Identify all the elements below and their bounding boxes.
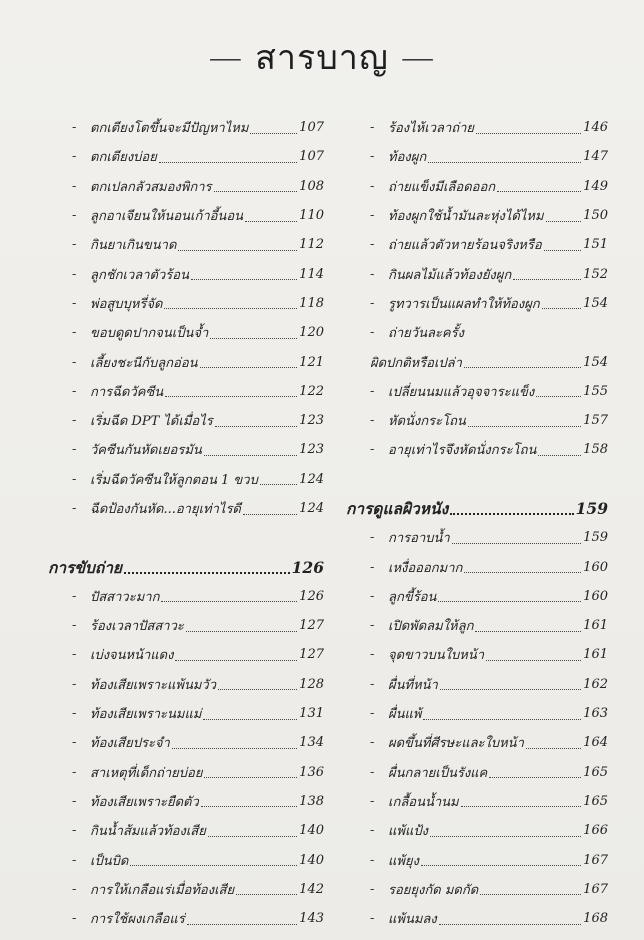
bullet-dash-icon: - bbox=[72, 383, 77, 399]
toc-entry[interactable] bbox=[346, 875, 608, 904]
toc-entry-label: การใช้ผงเกลือแร่ bbox=[90, 912, 185, 928]
toc-page-number: 127 bbox=[299, 618, 324, 634]
dot-leader bbox=[161, 600, 297, 602]
toc-page-number: 147 bbox=[583, 149, 608, 165]
toc-page-number: 112 bbox=[299, 237, 324, 253]
dot-leader bbox=[204, 454, 297, 456]
bullet-dash-icon: - bbox=[72, 501, 77, 516]
dot-leader bbox=[200, 366, 298, 368]
toc-entry-label: รอยยุงกัด มดกัด bbox=[388, 882, 479, 898]
dot-leader bbox=[201, 805, 297, 807]
dot-leader bbox=[203, 718, 297, 720]
toc-entry-label: ลูกชักเวลาตัวร้อน bbox=[90, 267, 189, 283]
toc-entry[interactable] bbox=[48, 259, 324, 288]
toc-entry[interactable] bbox=[48, 435, 324, 464]
toc-entry[interactable] bbox=[48, 728, 324, 757]
toc-page-number: 122 bbox=[299, 383, 324, 399]
bullet-dash-icon: - bbox=[72, 764, 77, 780]
toc-entry[interactable] bbox=[48, 201, 324, 230]
dot-leader bbox=[489, 776, 581, 778]
toc-entry[interactable] bbox=[346, 845, 608, 874]
toc-entry[interactable] bbox=[48, 875, 324, 904]
toc-entry-label: ฉีดป้องกันหัด...อายุเท่าไรดี bbox=[90, 502, 241, 517]
toc-entry-label: ตกเตียงบ่อย bbox=[90, 150, 157, 166]
toc-entry-label: เป็นบิด bbox=[90, 853, 129, 869]
bullet-dash-icon: - bbox=[72, 676, 77, 692]
toc-page-number: 128 bbox=[299, 676, 324, 692]
bullet-dash-icon: - bbox=[370, 647, 375, 663]
toc-page-number: 107 bbox=[299, 149, 324, 165]
dot-leader bbox=[526, 747, 581, 749]
bullet-dash-icon: - bbox=[72, 442, 77, 458]
toc-entry-label: ท้องผูก bbox=[388, 150, 427, 166]
toc-page-number: 162 bbox=[583, 676, 608, 692]
toc-entry[interactable] bbox=[346, 670, 608, 699]
toc-entry-label: ผดขึ้นที่ศีรษะและใบหน้า bbox=[388, 736, 524, 752]
toc-page-number: 107 bbox=[299, 120, 324, 136]
bullet-dash-icon: - bbox=[370, 178, 375, 194]
bullet-dash-icon: - bbox=[72, 178, 77, 194]
toc-entry[interactable] bbox=[346, 552, 608, 581]
toc-entry[interactable] bbox=[346, 172, 608, 201]
toc-page-number: 158 bbox=[583, 442, 608, 458]
bullet-dash-icon: - bbox=[72, 295, 77, 311]
dot-leader bbox=[450, 512, 574, 515]
dot-leader bbox=[215, 425, 297, 427]
toc-entry[interactable] bbox=[48, 670, 324, 699]
dot-leader bbox=[165, 395, 297, 397]
toc-entry-label: แพ้นมลง bbox=[388, 912, 437, 928]
toc-entry-label: กินผลไม้แล้วท้องยังผูก bbox=[388, 267, 512, 283]
dot-leader bbox=[124, 571, 290, 574]
dot-leader bbox=[208, 835, 297, 837]
dot-leader bbox=[172, 747, 297, 749]
bullet-dash-icon: - bbox=[370, 764, 375, 780]
toc-entry-label: เกลื้อนน้ำนม bbox=[388, 794, 459, 810]
toc-entry-label: ลูกขี้ร้อน bbox=[388, 589, 437, 605]
dot-leader bbox=[452, 542, 581, 544]
dot-leader bbox=[513, 278, 581, 280]
toc-page-number: 164 bbox=[583, 735, 608, 751]
toc-entry-label: ผื่นที่หน้า bbox=[388, 677, 438, 693]
toc-entry[interactable] bbox=[346, 435, 608, 464]
toc-entry[interactable] bbox=[48, 377, 324, 406]
toc-entry-label: อายุเท่าไรจึงหัดนั่งกระโถน bbox=[388, 443, 537, 459]
toc-page-number: 161 bbox=[583, 647, 608, 663]
bullet-dash-icon: - bbox=[370, 881, 375, 897]
toc-page-number: 166 bbox=[583, 823, 608, 839]
toc-entry-label: การให้เกลือแร่เมื่อท้องเสีย bbox=[90, 882, 235, 898]
toc-entry[interactable] bbox=[346, 904, 608, 933]
toc-entry[interactable] bbox=[346, 758, 608, 787]
toc-entry[interactable] bbox=[346, 787, 608, 816]
dot-leader bbox=[464, 571, 581, 573]
bullet-dash-icon: - bbox=[72, 588, 77, 604]
toc-entry[interactable] bbox=[48, 816, 324, 845]
bullet-dash-icon: - bbox=[72, 793, 77, 809]
bullet-dash-icon: - bbox=[72, 208, 77, 224]
dot-leader bbox=[480, 893, 581, 895]
toc-page-number: 163 bbox=[583, 706, 608, 722]
bullet-dash-icon: - bbox=[72, 325, 77, 341]
toc-entry[interactable] bbox=[346, 201, 608, 230]
dot-leader bbox=[439, 923, 581, 925]
toc-entry[interactable] bbox=[48, 640, 324, 669]
toc-page-number: 120 bbox=[299, 325, 324, 341]
toc-entry[interactable] bbox=[48, 904, 324, 933]
toc-entry-label: แพ้ยุง bbox=[388, 853, 419, 869]
dot-leader bbox=[430, 835, 581, 837]
toc-entry-label: ตกเตียงโตขึ้นจะมีปัญหาไหม bbox=[90, 121, 249, 137]
bullet-dash-icon: - bbox=[370, 911, 375, 927]
toc-entry[interactable] bbox=[48, 113, 324, 142]
dot-leader bbox=[236, 893, 297, 895]
toc-entry[interactable] bbox=[346, 523, 608, 552]
dot-leader bbox=[191, 278, 297, 280]
toc-entry-label: ถ่ายแข็งมีเลือดออก bbox=[388, 179, 496, 195]
dot-leader bbox=[423, 718, 581, 720]
dot-leader bbox=[260, 483, 297, 485]
toc-entry-label: ถ่ายวันละครั้ง bbox=[388, 326, 464, 342]
toc-entry[interactable] bbox=[48, 582, 324, 611]
toc-entry[interactable] bbox=[346, 699, 608, 728]
dot-leader bbox=[546, 220, 582, 222]
bullet-dash-icon: - bbox=[72, 911, 77, 927]
toc-entry[interactable] bbox=[346, 611, 608, 640]
toc-spacer bbox=[346, 465, 608, 494]
toc-entry[interactable] bbox=[346, 640, 608, 669]
dot-leader bbox=[438, 600, 581, 602]
toc-entry-label: แพ้แป้ง bbox=[388, 824, 428, 840]
toc-entry[interactable] bbox=[346, 113, 608, 142]
toc-entry-label: ร้องไห้เวลาถ่าย bbox=[388, 121, 475, 137]
dot-leader bbox=[476, 132, 581, 134]
toc-page-number: 126 bbox=[299, 588, 324, 604]
bullet-dash-icon: - bbox=[370, 706, 375, 722]
toc-entry-label: ผิดปกติหรือเปล่า bbox=[370, 355, 462, 371]
toc-entry[interactable] bbox=[346, 816, 608, 845]
toc-page-number: 155 bbox=[583, 383, 608, 399]
toc-entry-label: ร้องเวลาปัสสาวะ bbox=[90, 619, 184, 635]
toc-spacer bbox=[48, 523, 324, 552]
toc-entry[interactable] bbox=[48, 465, 324, 494]
toc-entry-label: การขับถ่าย bbox=[48, 557, 123, 577]
toc-page-number: 123 bbox=[299, 442, 324, 458]
toc-entry-label: ท้องเสียเพราะยืดตัว bbox=[90, 794, 199, 810]
toc-entry[interactable] bbox=[48, 406, 324, 435]
toc-entry-label: หัดนั่งกระโถน bbox=[388, 414, 466, 430]
bullet-dash-icon: - bbox=[370, 266, 375, 282]
dot-leader bbox=[164, 307, 297, 309]
toc-page-number: 127 bbox=[299, 647, 324, 663]
bullet-dash-icon: - bbox=[72, 647, 77, 663]
bullet-dash-icon: - bbox=[72, 735, 77, 751]
toc-page-number: 160 bbox=[583, 588, 608, 604]
toc-page-number: 131 bbox=[299, 706, 324, 722]
bullet-dash-icon: - bbox=[72, 413, 77, 429]
toc-section-heading[interactable] bbox=[346, 494, 608, 523]
toc-entry[interactable] bbox=[346, 406, 608, 435]
toc-entry[interactable] bbox=[346, 259, 608, 288]
toc-page-number: 143 bbox=[299, 911, 324, 927]
dot-leader bbox=[204, 776, 297, 778]
dot-leader bbox=[214, 190, 298, 192]
toc-page-number: 168 bbox=[583, 911, 608, 927]
toc-page-number: 110 bbox=[299, 208, 324, 224]
dot-leader bbox=[461, 805, 582, 807]
toc-page-number: 108 bbox=[299, 178, 324, 194]
toc-page-number: 123 bbox=[299, 413, 324, 429]
bullet-dash-icon: - bbox=[72, 852, 77, 868]
toc-entry-label: จุดขาวบนใบหน้า bbox=[388, 648, 485, 664]
toc-entry-label: กินน้ำส้มแล้วท้องเสีย bbox=[90, 824, 206, 840]
dot-leader bbox=[218, 688, 297, 690]
toc-entry[interactable] bbox=[346, 318, 608, 347]
toc-page-number: 121 bbox=[299, 354, 324, 370]
toc-entry-label: วัคซีนกันหัดเยอรมัน bbox=[90, 443, 202, 459]
toc-entry[interactable] bbox=[48, 699, 324, 728]
toc-entry[interactable] bbox=[346, 582, 608, 611]
bullet-dash-icon: - bbox=[370, 793, 375, 809]
toc-entry-label: เลี้ยงชะนีกับลูกอ่อน bbox=[90, 355, 198, 371]
toc-page-number: 152 bbox=[583, 266, 608, 282]
dot-leader bbox=[187, 923, 297, 925]
bullet-dash-icon: - bbox=[72, 471, 77, 487]
bullet-dash-icon: - bbox=[72, 823, 77, 839]
toc-entry-label: ผื่นกลายเป็นรังแค bbox=[388, 765, 488, 781]
toc-right-column bbox=[346, 113, 608, 933]
toc-page-number: 161 bbox=[583, 618, 608, 634]
toc-page-number: 160 bbox=[583, 559, 608, 575]
toc-entry-label: กินยาเกินขนาด bbox=[90, 238, 177, 254]
bullet-dash-icon: - bbox=[72, 706, 77, 722]
toc-entry[interactable] bbox=[346, 230, 608, 259]
bullet-dash-icon: - bbox=[370, 676, 375, 692]
toc-page-number: 150 bbox=[583, 208, 608, 224]
toc-entry[interactable] bbox=[346, 377, 608, 406]
toc-entry[interactable] bbox=[48, 347, 324, 376]
toc-entry-label: รูทวารเป็นแผลทำให้ท้องผูก bbox=[388, 296, 540, 312]
bullet-dash-icon: - bbox=[72, 266, 77, 282]
dot-leader bbox=[130, 864, 297, 866]
toc-entry-label: ตกเปลกลัวสมองพิการ bbox=[90, 179, 212, 195]
bullet-dash-icon: - bbox=[370, 735, 375, 751]
dot-leader bbox=[486, 659, 581, 661]
dot-leader bbox=[536, 395, 581, 397]
bullet-dash-icon: - bbox=[370, 325, 375, 341]
toc-page-number: 165 bbox=[583, 764, 608, 780]
toc-page-number: 136 bbox=[299, 764, 324, 780]
toc-entry-label: สาเหตุที่เด็กถ่ายบ่อย bbox=[90, 765, 203, 781]
toc-page-number: 167 bbox=[583, 852, 608, 868]
bullet-dash-icon: - bbox=[370, 588, 375, 604]
dot-leader bbox=[159, 161, 297, 163]
toc-page-number: 165 bbox=[583, 793, 608, 809]
toc-page-number: 157 bbox=[583, 413, 608, 429]
toc-page-number: 146 bbox=[583, 120, 608, 136]
toc-entry-label: เปลี่ยนนมแล้วอุจจาระแข็ง bbox=[388, 384, 535, 400]
toc-entry-label: การอาบน้ำ bbox=[388, 531, 450, 547]
dot-leader bbox=[186, 630, 297, 632]
toc-entry-label: ผื่นแพ้ bbox=[388, 707, 422, 723]
toc-entry[interactable] bbox=[48, 611, 324, 640]
toc-entry-label: เริ่มฉีดวัคซีนให้ลูกตอน 1 ขวบ bbox=[90, 472, 258, 488]
toc-page-number: 154 bbox=[583, 354, 608, 370]
bullet-dash-icon: - bbox=[370, 559, 375, 575]
toc-entry-label: เหงื่อออกมาก bbox=[388, 560, 463, 576]
toc-entry[interactable] bbox=[48, 230, 324, 259]
toc-entry-label: ท้องเสียเพราะนมแม่ bbox=[90, 707, 202, 723]
dot-leader bbox=[475, 630, 581, 632]
dot-leader bbox=[538, 454, 581, 456]
toc-page-number: 142 bbox=[299, 881, 324, 897]
toc-page-number: 124 bbox=[299, 501, 324, 516]
bullet-dash-icon: - bbox=[370, 149, 375, 165]
toc-page-number: 151 bbox=[583, 237, 608, 253]
dot-leader bbox=[542, 307, 581, 309]
page-title: — สารบาญ — bbox=[208, 38, 436, 78]
toc-page-number: 126 bbox=[291, 557, 324, 577]
toc-page-number: 167 bbox=[583, 881, 608, 897]
toc-page-number: 159 bbox=[575, 499, 608, 518]
bullet-dash-icon: - bbox=[72, 618, 77, 634]
toc-entry-label: การดูแลผิวหนัง bbox=[346, 499, 449, 518]
toc-page-number: 149 bbox=[583, 178, 608, 194]
bullet-dash-icon: - bbox=[370, 823, 375, 839]
toc-entry-label: ปัสสาวะมาก bbox=[90, 589, 160, 605]
toc-entry-label: ลูกอาเจียนให้นอนเก้าอี้นอน bbox=[90, 209, 244, 225]
toc-page-number: 159 bbox=[583, 530, 608, 546]
toc-page-number: 138 bbox=[299, 793, 324, 809]
toc-entry[interactable] bbox=[346, 347, 608, 376]
bullet-dash-icon: - bbox=[370, 383, 375, 399]
toc-entry-label: พ่อสูบบุหรี่จัด bbox=[90, 296, 163, 312]
toc-entry[interactable] bbox=[48, 289, 324, 318]
toc-page-number: 118 bbox=[299, 295, 324, 311]
dot-leader bbox=[245, 220, 297, 222]
dot-leader bbox=[421, 864, 581, 866]
bullet-dash-icon: - bbox=[370, 208, 375, 224]
dot-leader bbox=[250, 132, 297, 134]
dot-leader bbox=[464, 366, 581, 368]
toc-entry[interactable] bbox=[346, 728, 608, 757]
toc-entry-label: เริ่มฉีด DPT ได้เมื่อไร bbox=[90, 414, 213, 430]
bullet-dash-icon: - bbox=[72, 120, 77, 136]
toc-entry-label: ท้องผูกใช้น้ำมันละหุ่งได้ไหม bbox=[388, 209, 544, 225]
toc-entry[interactable] bbox=[48, 845, 324, 874]
toc-section-heading[interactable] bbox=[48, 552, 324, 581]
dot-leader bbox=[178, 249, 297, 251]
bullet-dash-icon: - bbox=[72, 881, 77, 897]
toc-page-number: 154 bbox=[583, 295, 608, 311]
dot-leader bbox=[440, 688, 581, 690]
dot-leader bbox=[468, 425, 581, 427]
toc-page-number: 124 bbox=[299, 471, 324, 487]
toc-entry-label: ขอบดูดปากจนเป็นจ้ำ bbox=[90, 326, 209, 342]
toc-entry-label: เบ่งจนหน้าแดง bbox=[90, 648, 174, 664]
toc-entry[interactable] bbox=[346, 289, 608, 318]
dot-leader bbox=[497, 190, 581, 192]
bullet-dash-icon: - bbox=[72, 237, 77, 253]
bullet-dash-icon: - bbox=[370, 237, 375, 253]
toc-entry[interactable] bbox=[48, 787, 324, 816]
bullet-dash-icon: - bbox=[370, 295, 375, 311]
toc-entry[interactable] bbox=[48, 758, 324, 787]
bullet-dash-icon: - bbox=[370, 618, 375, 634]
toc-entry[interactable] bbox=[48, 494, 324, 523]
toc-entry-label: ถ่ายแล้วตัวหายร้อนจริงหรือ bbox=[388, 238, 542, 254]
bullet-dash-icon: - bbox=[370, 120, 375, 136]
bullet-dash-icon: - bbox=[72, 354, 77, 370]
bullet-dash-icon: - bbox=[370, 413, 375, 429]
dot-leader bbox=[544, 249, 582, 251]
dot-leader bbox=[210, 337, 297, 339]
toc-entry-label: ท้องเสียประจำ bbox=[90, 736, 170, 752]
toc-entry-label: การฉีดวัคซีน bbox=[90, 384, 164, 400]
toc-entry[interactable] bbox=[346, 142, 608, 171]
toc-page-number: 134 bbox=[299, 735, 324, 751]
dot-leader bbox=[428, 161, 581, 163]
toc-entry-label: เปิดพัดลมให้ลูก bbox=[388, 619, 474, 635]
dot-leader bbox=[175, 659, 297, 661]
toc-page-number: 140 bbox=[299, 823, 324, 839]
toc-entry[interactable] bbox=[48, 142, 324, 171]
toc-left-column bbox=[48, 113, 324, 933]
toc-page-number: 114 bbox=[299, 266, 324, 282]
bullet-dash-icon: - bbox=[370, 530, 375, 546]
toc-entry-label: ท้องเสียเพราะแพ้นมวัว bbox=[90, 677, 217, 693]
bullet-dash-icon: - bbox=[370, 852, 375, 868]
toc-entry[interactable] bbox=[48, 318, 324, 347]
dot-leader bbox=[243, 513, 297, 515]
toc-entry[interactable] bbox=[48, 172, 324, 201]
toc-page-number: 140 bbox=[299, 852, 324, 868]
bullet-dash-icon: - bbox=[72, 149, 77, 165]
bullet-dash-icon: - bbox=[370, 442, 375, 458]
